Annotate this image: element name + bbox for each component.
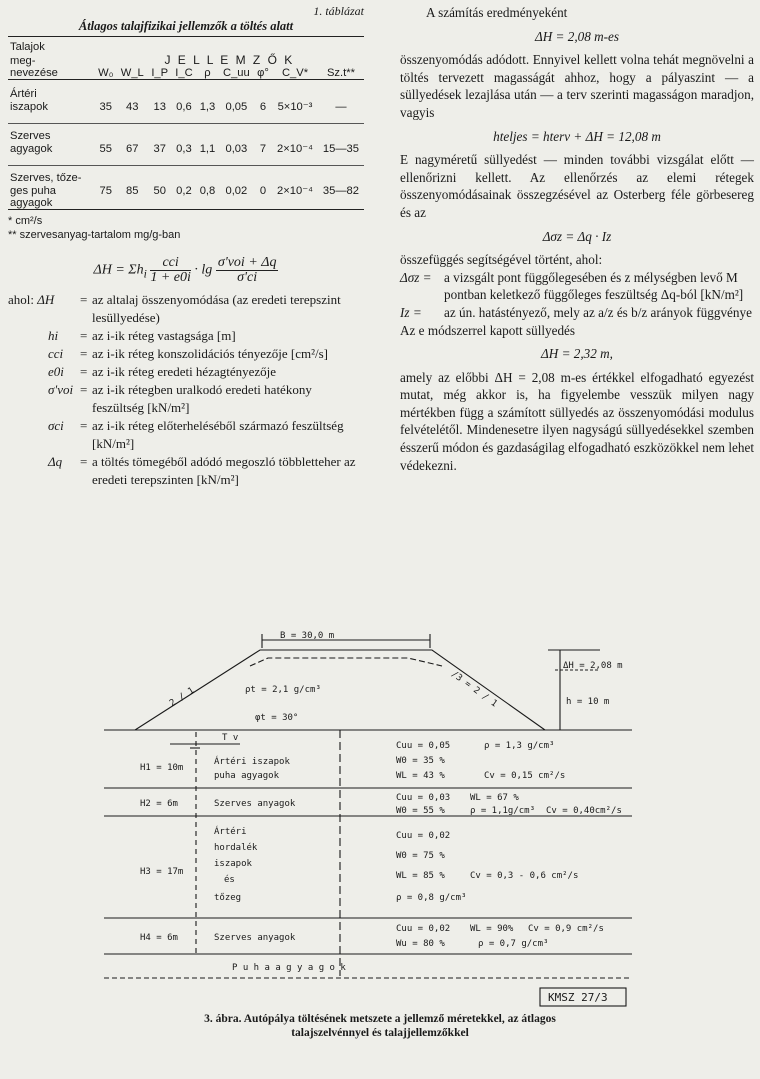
table-cell: 85 <box>126 185 139 197</box>
definition: σci = az i-ik réteg előterheléséből származó feszültség [kN/m²] <box>48 418 344 451</box>
layer-prop: W0 = 55 % <box>396 806 445 816</box>
table-cell: 37 <box>148 142 172 166</box>
formula-den1: 1 + e0i <box>150 270 191 285</box>
equation: ΔH = 2,08 m-es <box>534 28 620 44</box>
right-slope-label: /3 = 2 / 1 <box>449 669 499 710</box>
layer-name: Ártéri iszapok <box>214 757 290 767</box>
table-cell: 2×10⁻⁴ <box>272 142 318 166</box>
layer-prop: Cv = 0,40cm²/s <box>546 806 622 816</box>
table-cell: — <box>318 100 364 124</box>
definition: Δσz = a vizsgált pont függőlegesében és z mélységben levő M pontban keletkező függőleges feszültség Δq-ból [kN/m²] <box>400 269 744 303</box>
row-header-line1: Talajok <box>10 41 45 53</box>
table-cell: 0,2 <box>176 185 192 197</box>
layer-prop: ρ = 0,7 g/cm³ <box>478 939 549 949</box>
table-cell: 15—35 <box>318 142 364 166</box>
formula-den2: σ'ci <box>237 270 258 285</box>
table-cell: 35—82 <box>322 185 359 197</box>
formula-lhs: ΔH = Σh <box>93 262 144 278</box>
tv-label: T v <box>222 733 239 743</box>
table-cell: 0,8 <box>199 185 216 197</box>
definition: Δq = a töltés tömegéből adódó megoszló többletteher az eredeti terepszinten [kN/m²] <box>48 454 356 487</box>
layer-name: Ártéri <box>214 827 247 837</box>
col-header: C_uu <box>219 67 254 80</box>
rho-t-label: ρt = 2,1 g/cm³ <box>245 685 321 695</box>
equation: Δσz = Δq · Iz <box>542 228 612 244</box>
definition: σ'voi = az i-ik rétegben uralkodó eredeti hatékony feszültség [kN/m²] <box>48 382 312 415</box>
row-name: Szerves <box>10 130 51 142</box>
layer-prop: WL = 90% <box>470 924 514 934</box>
soil-properties-table <box>8 41 364 210</box>
paragraph: Az e módszerrel kapott süllyedés <box>400 322 576 338</box>
row-name: ges puha <box>10 185 57 197</box>
table-cell: 0 <box>259 185 267 197</box>
col-header: φ° <box>254 67 272 80</box>
layer-prop: W0 = 35 % <box>396 756 445 766</box>
table-cell: 1,1 <box>196 142 218 166</box>
footnote: ** szervesanyag-tartalom mg/g-ban <box>8 229 181 241</box>
paragraph: összenyomódás adódott. Ennyivel kellett volna tehát megnövelni a töltés tervezett magasságát ahhoz, hogy a pályaszint — a süllyedések lezajlása után — a terv szerinti magasságon maradjon, vagyis <box>400 52 754 120</box>
layer-prop: Cv = 0,15 cm²/s <box>484 771 566 781</box>
bottom-layer-label: P u h a a g y a g o k <box>232 963 346 973</box>
left-column <box>8 4 364 489</box>
paragraph: E nagyméretű süllyedést — minden további vizsgálat előtt — ellenőrizni kellett. Az ellenőrzés az elemi rétegek összenyomódásainak összegzésével az Osterberg féle görbesereg és az <box>400 152 754 220</box>
table-cell: 6 <box>254 100 272 124</box>
col-header: W₀ <box>95 67 117 80</box>
definition: ahol: ΔH = az altalaj összenyomódása (az eredeti terepszint lesüllyedése) <box>8 292 341 325</box>
embankment-cross-section-figure <box>0 620 760 1010</box>
row-name: Szerves, tőze- <box>10 172 82 184</box>
footnote: * cm²/s <box>8 215 43 227</box>
table-cell: 43 <box>117 100 148 124</box>
layer-name: iszapok <box>214 859 252 869</box>
layer-prop: WL = 43 % <box>396 771 445 781</box>
layer-prop: Cuu = 0,02 <box>396 831 451 841</box>
formula-lg: · lg <box>194 262 213 278</box>
table-cell: 0,03 <box>219 142 254 166</box>
layer-name: Szerves anyagok <box>214 933 296 943</box>
layer-prop: ρ = 1,1g/cm³ <box>470 806 536 816</box>
formula-num1: cci <box>150 256 191 271</box>
definition: hi = az i-ik réteg vastagsága [m] <box>48 328 236 343</box>
table-cell: 55 <box>95 142 117 166</box>
paragraph: amely az előbbi ΔH = 2,08 m-es értékkel elfogadható egyezést mutat, még akkor is, ha figyelembe vesszük milyen nagy mértékben függ a számított süllyedés az összenyomódási modulus felvételétől. Mindenesetre ilyen nagyságú süllyedésekkel szemben ésszerű módon és gazdaságilag elfogadható eszközökkel nem lehet védekezni. <box>400 369 754 473</box>
col-header: W_L <box>117 67 148 80</box>
formula-sub: i <box>143 267 147 281</box>
layer-prop: Wu = 80 % <box>396 939 445 949</box>
layer-name: Szerves anyagok <box>214 799 296 809</box>
table-cell: 35 <box>95 100 117 124</box>
equation: hteljes = hterv + ΔH = 12,08 m <box>493 128 661 144</box>
paragraph: összefüggés segítségével történt, ahol: <box>400 252 603 268</box>
equation: ΔH = 2,32 m, <box>541 346 613 362</box>
formula-num2: σ'voi + Δq <box>217 255 277 270</box>
settlement-formula <box>8 256 364 285</box>
table-cell: 67 <box>117 142 148 166</box>
dh-label: ΔH = 2,08 m <box>563 661 623 671</box>
definition: e0i = az i-ik réteg eredeti hézagtényezője <box>48 364 277 379</box>
settled-crest-line <box>250 658 442 666</box>
table-cell: 0,02 <box>225 185 248 197</box>
fraction-1 <box>150 256 191 285</box>
table-number: 1. táblázat <box>313 4 364 18</box>
phi-t-label: φt = 30° <box>255 713 299 723</box>
h-label: h = 10 m <box>566 697 610 707</box>
layer-name: hordalék <box>214 843 258 853</box>
column-group-label: J E L L E M Z Ő K <box>164 53 295 67</box>
figure-code: KMSZ 27/3 <box>548 991 608 1004</box>
col-header: ρ <box>196 67 218 80</box>
fraction-2 <box>216 256 279 285</box>
layer-prop: ρ = 0,8 g/cm³ <box>396 893 467 903</box>
right-column <box>400 4 754 474</box>
col-header: I_C <box>172 67 197 80</box>
layer-thickness: H3 = 17m <box>140 867 184 877</box>
layer-thickness: H4 = 6m <box>140 933 178 943</box>
row-header-line3: nevezése <box>8 67 95 80</box>
layer-prop: W0 = 75 % <box>396 851 445 861</box>
table-cell: 0,6 <box>172 100 197 124</box>
row-name: agyagok <box>8 197 95 210</box>
layer-name: tőzeg <box>214 893 242 903</box>
col-header: Sz.t** <box>318 67 364 80</box>
row-name: agyagok <box>8 142 95 166</box>
row-name: Ártéri <box>10 88 37 100</box>
layer-prop: WL = 85 % <box>396 871 445 881</box>
definition: cci = az i-ik réteg konszolidációs tényezője [cm²/s] <box>48 346 328 361</box>
layer-name: puha agyagok <box>214 771 280 781</box>
figure-caption: 3. ábra. Autópálya töltésének metszete a jellemző méretekkel, az átlagos talajszelvénnyel és talajjellemzőkkel <box>204 1013 556 1039</box>
table-cell: 0,05 <box>219 100 254 124</box>
table-cell: 75 <box>99 185 112 197</box>
layer-prop: Cuu = 0,02 <box>396 924 451 934</box>
layer-prop: Cv = 0,9 cm²/s <box>528 924 604 934</box>
table-cell: 0,3 <box>172 142 197 166</box>
left-slope-label: 2 / 1 <box>168 685 197 709</box>
col-header: C_V* <box>272 67 318 80</box>
row-name: iszapok <box>8 100 95 124</box>
layer-prop: Cuu = 0,05 <box>396 741 451 751</box>
table-cell: 5×10⁻³ <box>272 100 318 124</box>
col-header: I_P <box>148 67 172 80</box>
layer-prop: Cuu = 0,03 <box>396 793 451 803</box>
table-cell: 7 <box>254 142 272 166</box>
definition: Iz = az ún. hatástényező, mely az a/z és b/z arányok függvénye <box>400 304 752 320</box>
layer-name: és <box>224 875 235 885</box>
table-cell: 13 <box>148 100 172 124</box>
paragraph: A számítás eredményeként <box>426 5 568 20</box>
definitions-list <box>8 291 364 489</box>
layer-thickness: H2 = 6m <box>140 799 178 809</box>
table-cell: 2×10⁻⁴ <box>277 185 313 197</box>
table-cell: 50 <box>153 185 166 197</box>
layer-thickness: H1 = 10m <box>140 763 184 773</box>
b-label: B = 30,0 m <box>280 631 335 641</box>
layer-prop: WL = 67 % <box>470 793 519 803</box>
layer-prop: Cv = 0,3 - 0,6 cm²/s <box>470 871 579 881</box>
row-header-line2: meg- <box>10 55 36 67</box>
layer-prop: ρ = 1,3 g/cm³ <box>484 741 555 751</box>
table-cell: 1,3 <box>196 100 218 124</box>
table-title: Átlagos talajfizikai jellemzők a töltés alatt <box>8 19 364 37</box>
